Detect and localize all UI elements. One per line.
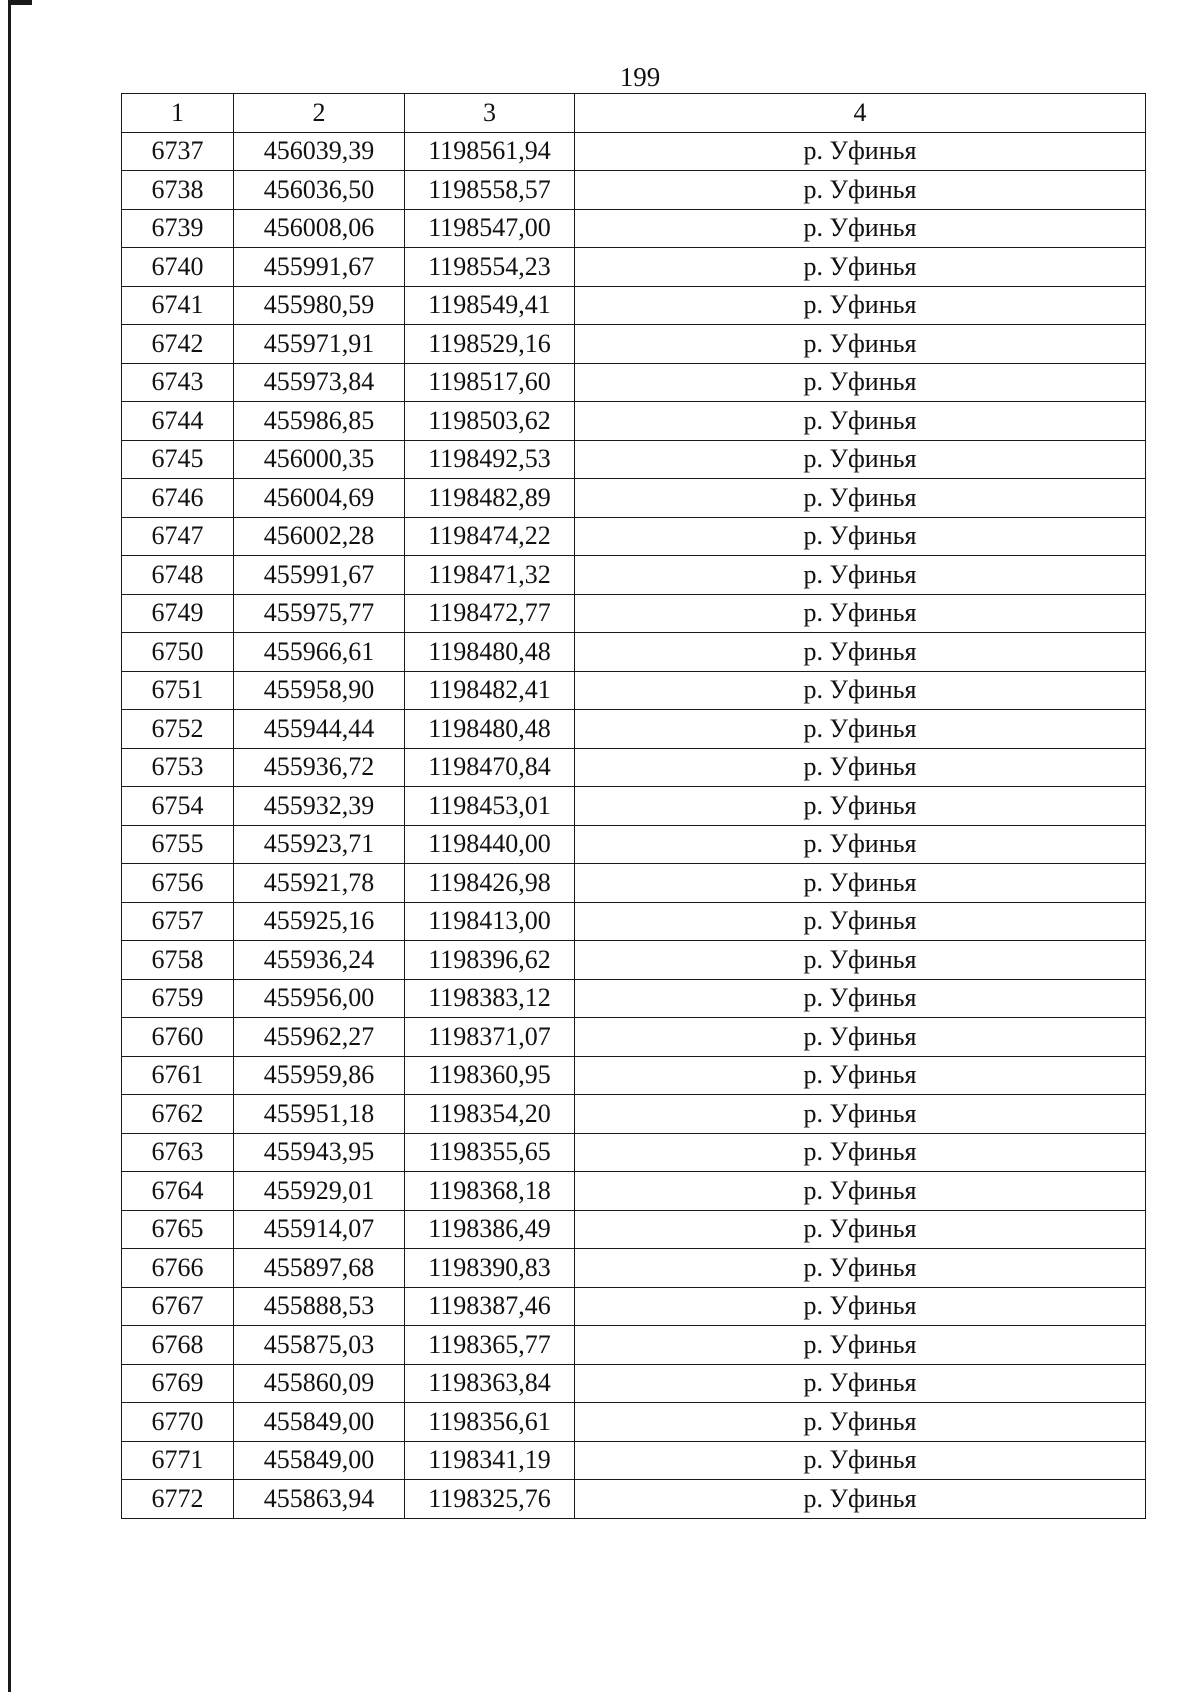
table-row	[122, 825, 1146, 864]
location-cell: р. Уфинья	[575, 1056, 1146, 1095]
page-number: 199	[619, 62, 661, 92]
coordinate-x-cell: 455860,09	[234, 1364, 405, 1403]
point-number-cell: 6737	[122, 132, 234, 171]
column-header-4: 4	[575, 94, 1146, 133]
table-row	[122, 941, 1146, 980]
table-row	[122, 1480, 1146, 1519]
coordinate-x-cell: 455944,44	[234, 710, 405, 749]
table-row	[122, 171, 1146, 210]
location-cell: р. Уфинья	[575, 1403, 1146, 1442]
coordinate-y-cell: 1198365,77	[405, 1326, 575, 1365]
coordinate-y-cell: 1198492,53	[405, 440, 575, 479]
point-number-cell: 6771	[122, 1441, 234, 1480]
table-row	[122, 1403, 1146, 1442]
table-row	[122, 1056, 1146, 1095]
location-cell: р. Уфинья	[575, 787, 1146, 826]
coordinate-y-cell: 1198453,01	[405, 787, 575, 826]
table-header-row	[122, 94, 1146, 133]
coordinate-y-cell: 1198383,12	[405, 979, 575, 1018]
coordinate-y-cell: 1198356,61	[405, 1403, 575, 1442]
coordinate-x-cell: 455921,78	[234, 864, 405, 903]
coordinate-y-cell: 1198325,76	[405, 1480, 575, 1519]
coordinate-x-cell: 455971,91	[234, 325, 405, 364]
location-cell: р. Уфинья	[575, 209, 1146, 248]
location-cell: р. Уфинья	[575, 1441, 1146, 1480]
point-number-cell: 6753	[122, 748, 234, 787]
coordinate-y-cell: 1198549,41	[405, 286, 575, 325]
table-row	[122, 1210, 1146, 1249]
coordinate-x-cell: 455863,94	[234, 1480, 405, 1519]
table-row	[122, 517, 1146, 556]
table-row	[122, 479, 1146, 518]
coordinate-y-cell: 1198472,77	[405, 594, 575, 633]
point-number-cell: 6747	[122, 517, 234, 556]
coordinate-x-cell: 456036,50	[234, 171, 405, 210]
location-cell: р. Уфинья	[575, 248, 1146, 287]
table-row	[122, 633, 1146, 672]
point-number-cell: 6768	[122, 1326, 234, 1365]
column-header-1: 1	[122, 94, 234, 133]
point-number-cell: 6750	[122, 633, 234, 672]
coordinate-y-cell: 1198547,00	[405, 209, 575, 248]
location-cell: р. Уфинья	[575, 171, 1146, 210]
location-cell: р. Уфинья	[575, 941, 1146, 980]
coordinate-y-cell: 1198480,48	[405, 633, 575, 672]
coordinate-x-cell: 456039,39	[234, 132, 405, 171]
coordinate-y-cell: 1198363,84	[405, 1364, 575, 1403]
location-cell: р. Уфинья	[575, 363, 1146, 402]
table-row	[122, 1326, 1146, 1365]
location-cell: р. Уфинья	[575, 1018, 1146, 1057]
coordinate-x-cell: 455973,84	[234, 363, 405, 402]
coordinate-y-cell: 1198561,94	[405, 132, 575, 171]
point-number-cell: 6744	[122, 402, 234, 441]
coordinate-y-cell: 1198482,89	[405, 479, 575, 518]
coordinate-y-cell: 1198387,46	[405, 1287, 575, 1326]
coordinate-y-cell: 1198354,20	[405, 1095, 575, 1134]
table-row	[122, 286, 1146, 325]
location-cell: р. Уфинья	[575, 710, 1146, 749]
location-cell: р. Уфинья	[575, 402, 1146, 441]
coordinate-x-cell: 455849,00	[234, 1441, 405, 1480]
coordinate-y-cell: 1198413,00	[405, 902, 575, 941]
location-cell: р. Уфинья	[575, 1326, 1146, 1365]
coordinate-y-cell: 1198554,23	[405, 248, 575, 287]
table-body	[122, 132, 1146, 1518]
location-cell: р. Уфинья	[575, 902, 1146, 941]
point-number-cell: 6743	[122, 363, 234, 402]
coordinate-x-cell: 455962,27	[234, 1018, 405, 1057]
coordinate-x-cell: 456008,06	[234, 209, 405, 248]
coordinate-y-cell: 1198474,22	[405, 517, 575, 556]
coordinates-table	[121, 93, 1146, 1519]
point-number-cell: 6761	[122, 1056, 234, 1095]
location-cell: р. Уфинья	[575, 864, 1146, 903]
point-number-cell: 6754	[122, 787, 234, 826]
point-number-cell: 6766	[122, 1249, 234, 1288]
point-number-cell: 6749	[122, 594, 234, 633]
table-row	[122, 979, 1146, 1018]
table-row	[122, 671, 1146, 710]
point-number-cell: 6763	[122, 1133, 234, 1172]
coordinate-y-cell: 1198341,19	[405, 1441, 575, 1480]
location-cell: р. Уфинья	[575, 440, 1146, 479]
coordinate-x-cell: 455959,86	[234, 1056, 405, 1095]
location-cell: р. Уфинья	[575, 1287, 1146, 1326]
coordinate-y-cell: 1198503,62	[405, 402, 575, 441]
table-row	[122, 594, 1146, 633]
coordinate-y-cell: 1198482,41	[405, 671, 575, 710]
coordinate-x-cell: 455929,01	[234, 1172, 405, 1211]
coordinate-x-cell: 455849,00	[234, 1403, 405, 1442]
point-number-cell: 6764	[122, 1172, 234, 1211]
coordinate-x-cell: 455888,53	[234, 1287, 405, 1326]
table-row	[122, 1018, 1146, 1057]
coordinate-y-cell: 1198426,98	[405, 864, 575, 903]
point-number-cell: 6751	[122, 671, 234, 710]
location-cell: р. Уфинья	[575, 671, 1146, 710]
location-cell: р. Уфинья	[575, 1249, 1146, 1288]
coordinate-x-cell: 455966,61	[234, 633, 405, 672]
coordinate-x-cell: 455932,39	[234, 787, 405, 826]
point-number-cell: 6772	[122, 1480, 234, 1519]
coordinate-x-cell: 455980,59	[234, 286, 405, 325]
coordinate-y-cell: 1198471,32	[405, 556, 575, 595]
location-cell: р. Уфинья	[575, 325, 1146, 364]
table-row	[122, 787, 1146, 826]
table-row	[122, 248, 1146, 287]
coordinate-x-cell: 455875,03	[234, 1326, 405, 1365]
location-cell: р. Уфинья	[575, 594, 1146, 633]
point-number-cell: 6739	[122, 209, 234, 248]
coordinate-y-cell: 1198396,62	[405, 941, 575, 980]
location-cell: р. Уфинья	[575, 479, 1146, 518]
location-cell: р. Уфинья	[575, 1133, 1146, 1172]
column-header-2: 2	[234, 94, 405, 133]
point-number-cell: 6742	[122, 325, 234, 364]
location-cell: р. Уфинья	[575, 1172, 1146, 1211]
location-cell: р. Уфинья	[575, 517, 1146, 556]
coordinate-x-cell: 455991,67	[234, 556, 405, 595]
coordinate-y-cell: 1198517,60	[405, 363, 575, 402]
coordinate-x-cell: 455923,71	[234, 825, 405, 864]
coordinate-y-cell: 1198529,16	[405, 325, 575, 364]
coordinate-x-cell: 456004,69	[234, 479, 405, 518]
location-cell: р. Уфинья	[575, 633, 1146, 672]
location-cell: р. Уфинья	[575, 825, 1146, 864]
table-row	[122, 1095, 1146, 1134]
coordinate-x-cell: 455958,90	[234, 671, 405, 710]
point-number-cell: 6767	[122, 1287, 234, 1326]
table-row	[122, 864, 1146, 903]
table-row	[122, 132, 1146, 171]
coordinate-y-cell: 1198360,95	[405, 1056, 575, 1095]
point-number-cell: 6740	[122, 248, 234, 287]
table-row	[122, 1287, 1146, 1326]
table-row	[122, 902, 1146, 941]
coordinate-x-cell: 455975,77	[234, 594, 405, 633]
point-number-cell: 6752	[122, 710, 234, 749]
table-row	[122, 1172, 1146, 1211]
location-cell: р. Уфинья	[575, 1210, 1146, 1249]
coordinate-y-cell: 1198558,57	[405, 171, 575, 210]
location-cell: р. Уфинья	[575, 132, 1146, 171]
coordinate-x-cell: 455986,85	[234, 402, 405, 441]
scan-corner-mark	[8, 0, 32, 5]
table-row	[122, 748, 1146, 787]
coordinate-x-cell: 456002,28	[234, 517, 405, 556]
table-row	[122, 325, 1146, 364]
point-number-cell: 6769	[122, 1364, 234, 1403]
table-row	[122, 1364, 1146, 1403]
point-number-cell: 6755	[122, 825, 234, 864]
coordinate-y-cell: 1198440,00	[405, 825, 575, 864]
point-number-cell: 6738	[122, 171, 234, 210]
table-row	[122, 440, 1146, 479]
point-number-cell: 6756	[122, 864, 234, 903]
coordinate-x-cell: 455943,95	[234, 1133, 405, 1172]
point-number-cell: 6745	[122, 440, 234, 479]
point-number-cell: 6765	[122, 1210, 234, 1249]
coordinate-x-cell: 455897,68	[234, 1249, 405, 1288]
point-number-cell: 6748	[122, 556, 234, 595]
point-number-cell: 6758	[122, 941, 234, 980]
table-row	[122, 209, 1146, 248]
table-row	[122, 556, 1146, 595]
location-cell: р. Уфинья	[575, 1480, 1146, 1519]
coordinate-x-cell: 455956,00	[234, 979, 405, 1018]
coordinate-x-cell: 456000,35	[234, 440, 405, 479]
location-cell: р. Уфинья	[575, 286, 1146, 325]
coordinate-x-cell: 455936,24	[234, 941, 405, 980]
table-row	[122, 363, 1146, 402]
table-row	[122, 1133, 1146, 1172]
coordinate-x-cell: 455936,72	[234, 748, 405, 787]
coordinate-y-cell: 1198371,07	[405, 1018, 575, 1057]
point-number-cell: 6762	[122, 1095, 234, 1134]
table-row	[122, 402, 1146, 441]
location-cell: р. Уфинья	[575, 748, 1146, 787]
point-number-cell: 6741	[122, 286, 234, 325]
location-cell: р. Уфинья	[575, 556, 1146, 595]
coordinate-x-cell: 455925,16	[234, 902, 405, 941]
coordinate-y-cell: 1198480,48	[405, 710, 575, 749]
coordinate-y-cell: 1198355,65	[405, 1133, 575, 1172]
coordinate-x-cell: 455914,07	[234, 1210, 405, 1249]
coordinate-y-cell: 1198390,83	[405, 1249, 575, 1288]
table-row	[122, 1441, 1146, 1480]
location-cell: р. Уфинья	[575, 1095, 1146, 1134]
scan-border-line	[8, 0, 11, 1692]
table-row	[122, 1249, 1146, 1288]
location-cell: р. Уфинья	[575, 1364, 1146, 1403]
point-number-cell: 6760	[122, 1018, 234, 1057]
coordinate-y-cell: 1198368,18	[405, 1172, 575, 1211]
coordinate-y-cell: 1198470,84	[405, 748, 575, 787]
table-row	[122, 710, 1146, 749]
coordinate-x-cell: 455951,18	[234, 1095, 405, 1134]
column-header-3: 3	[405, 94, 575, 133]
point-number-cell: 6757	[122, 902, 234, 941]
coordinate-x-cell: 455991,67	[234, 248, 405, 287]
point-number-cell: 6746	[122, 479, 234, 518]
point-number-cell: 6759	[122, 979, 234, 1018]
point-number-cell: 6770	[122, 1403, 234, 1442]
coordinate-y-cell: 1198386,49	[405, 1210, 575, 1249]
location-cell: р. Уфинья	[575, 979, 1146, 1018]
